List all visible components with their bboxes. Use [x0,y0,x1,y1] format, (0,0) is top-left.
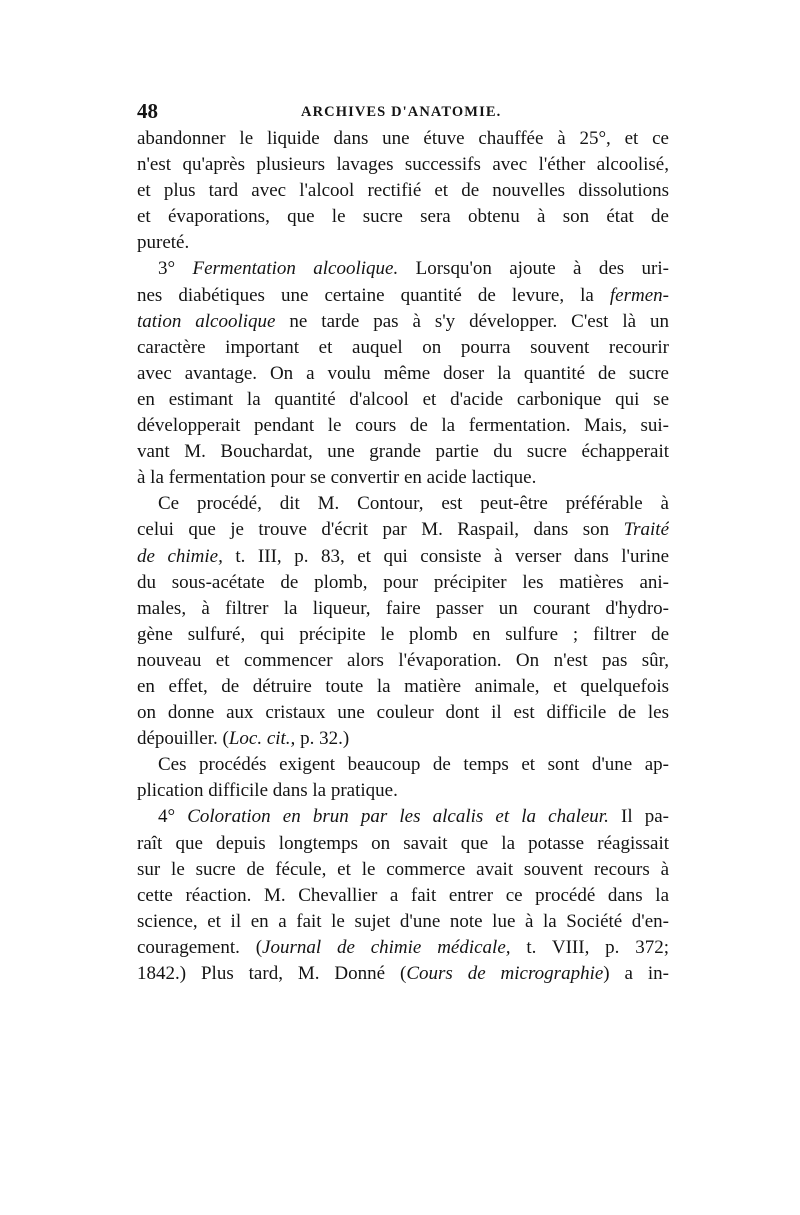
text-segment: à la fermentation pour se convertir en acide lactique. [137,467,537,489]
text-segment: Il pa- [608,806,669,828]
text-segment: et plus tard avec l'alcool rectifié et de nouvelles dissolutions [137,180,669,202]
text-line [137,413,669,439]
text-segment: 3° [158,258,193,280]
text-segment: en effet, de détruire toute la matière animale, et quelquefois [137,675,669,697]
text-line [137,622,669,648]
italic-text: fermen- [609,284,669,306]
text-line [137,361,669,387]
text-segment: Ce procédé, dit M. Contour, est peut-être préférable à [158,493,669,515]
text-line [137,570,669,596]
text-segment: nouveau et commencer alors l'évaporation. On n'est pas sûr, [137,649,669,671]
text-line [137,804,669,830]
text-segment: n'est qu'après plusieurs lavages successifs avec l'éther alcoolisé, [137,154,669,176]
text-segment: sur le sucre de fécule, et le commerce avait souvent recours à [137,858,669,880]
text-line [137,152,669,178]
text-segment: ) a in- [603,963,669,984]
text-segment: raît que depuis longtemps on savait que la potasse réagissait [137,832,669,854]
text-segment: cette réaction. M. Chevallier a fait entrer ce procédé dans la [137,884,669,906]
italic-text: Fermentation alcoolique. [192,258,399,280]
text-line [137,857,669,883]
book-page [137,96,669,987]
italic-text: Coloration en brun par les alcalis et la chaleur. [187,806,609,828]
text-line [137,831,669,857]
text-segment: développerait pendant le cours de la fermentation. Mais, sui- [137,415,669,437]
text-segment: 4° [158,806,188,828]
text-segment: pureté. [137,232,190,254]
text-segment: Lorsqu'on ajoute à des uri- [398,258,669,280]
text-line [137,230,669,256]
text-line [137,700,669,726]
text-line [137,256,669,282]
italic-text: Loc. cit., [228,728,296,750]
text-segment: science, et il en a fait le sujet d'une note lue à la Société d'en- [137,910,669,932]
text-segment: nes diabétiques une certaine quantité de levure, la [137,284,610,306]
text-line [137,648,669,674]
running-head [137,96,669,126]
text-line [137,204,669,230]
text-segment: avec avantage. On a voulu même doser la quantité de sucre [137,362,669,384]
text-line [137,387,669,413]
text-segment: t. VIII, p. 372; [510,936,669,958]
text-segment: et évaporations, que le sucre sera obtenu à son état de [137,206,669,228]
italic-text: Journal de chimie médicale, [262,936,511,958]
italic-text: Cours de micrographie [406,963,604,984]
text-line [137,909,669,935]
text-segment: dépouiller. ( [137,728,229,750]
text-line [137,961,669,987]
text-line [137,465,669,491]
italic-text: de chimie, [137,545,223,567]
text-line [137,309,669,335]
text-segment: 1842.) Plus tard, M. Donné ( [137,963,407,984]
text-segment: celui que je trouve d'écrit par M. Raspail, dans son [137,519,624,541]
text-line [137,752,669,778]
italic-text: tation alcoolique [137,310,276,332]
page-number: 48 [137,99,158,123]
text-line [137,517,669,543]
text-segment: du sous-acétate de plomb, pour précipiter les matières ani- [137,571,669,593]
running-title: ARCHIVES D'ANATOMIE. [301,104,502,120]
text-line [137,126,669,152]
text-segment: vant M. Bouchardat, une grande partie du sucre échapperait [137,441,669,463]
italic-text: Traité [623,519,669,541]
text-segment: couragement. ( [137,936,263,958]
text-line [137,596,669,622]
text-line [137,778,669,804]
text-segment: t. III, p. 83, et qui consiste à verser dans l'urine [222,545,669,567]
text-line [137,544,669,570]
text-segment: abandonner le liquide dans une étuve chauffée à 25°, et ce [137,128,669,149]
text-line [137,283,669,309]
text-line [137,335,669,361]
text-line [137,935,669,961]
text-segment: Ces procédés exigent beaucoup de temps et sont d'une ap- [158,754,669,776]
text-line [137,883,669,909]
text-line [137,491,669,517]
text-segment: on donne aux cristaux une couleur dont il est difficile de les [137,702,669,724]
text-segment: caractère important et auquel on pourra souvent recourir [137,336,669,358]
text-segment: p. 32.) [295,728,350,750]
text-segment: plication difficile dans la pratique. [137,780,398,802]
text-line [137,439,669,465]
text-line [137,674,669,700]
text-segment: gène sulfuré, qui précipite le plomb en sulfure ; filtrer de [137,623,669,645]
text-segment: en estimant la quantité d'alcool et d'acide carbonique qui se [137,388,669,410]
body-text [137,126,669,987]
text-segment: males, à filtrer la liqueur, faire passer un courant d'hydro- [137,597,669,619]
text-line [137,726,669,752]
text-segment: ne tarde pas à s'y développer. C'est là un [275,310,669,332]
text-line [137,178,669,204]
